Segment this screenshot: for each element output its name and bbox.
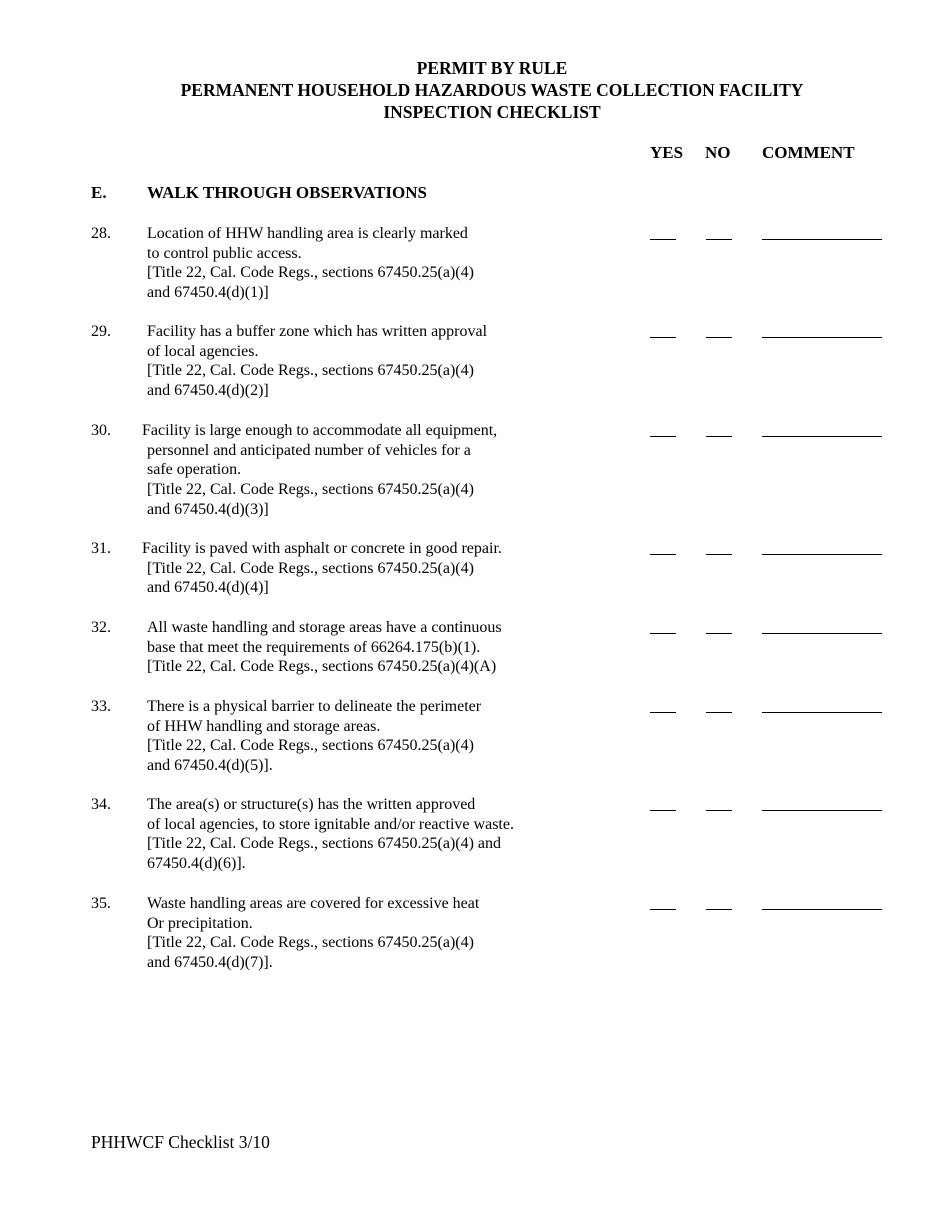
item-number: 31. bbox=[91, 540, 111, 557]
item-text-line: and 67450.4(d)(7)]. bbox=[147, 954, 273, 972]
item-description bbox=[147, 894, 479, 973]
item-text-line: There is a physical barrier to delineate the perimeter bbox=[147, 698, 482, 715]
item-text-line: and 67450.4(d)(3)] bbox=[147, 500, 269, 518]
yes-answer-blank[interactable] bbox=[650, 633, 676, 634]
column-header-no: NO bbox=[705, 143, 731, 162]
yes-answer-blank[interactable] bbox=[650, 712, 676, 713]
item-description bbox=[147, 224, 474, 303]
section-letter: E. bbox=[91, 183, 107, 202]
item-text-line: [Title 22, Cal. Code Regs., sections 67450.25(a)(4) bbox=[147, 737, 474, 755]
item-number: 34. bbox=[91, 796, 111, 813]
no-answer-blank[interactable] bbox=[706, 436, 732, 437]
item-text-line: of local agencies, to store ignitable and/or reactive waste. bbox=[147, 815, 514, 833]
item-description bbox=[142, 421, 498, 520]
item-number: 32. bbox=[91, 619, 111, 636]
item-description bbox=[142, 539, 502, 598]
item-text-line: All waste handling and storage areas have a continuous bbox=[147, 619, 502, 636]
yes-answer-blank[interactable] bbox=[650, 909, 676, 910]
item-text-line: Facility is large enough to accommodate all equipment, bbox=[142, 422, 498, 439]
yes-answer-blank[interactable] bbox=[650, 436, 676, 437]
item-text-line: personnel and anticipated number of vehicles for a bbox=[147, 441, 471, 459]
page-footer: PHHWCF Checklist 3/10 bbox=[91, 1132, 270, 1152]
title-facility-name: PERMANENT HOUSEHOLD HAZARDOUS WASTE COLLECTION FACILITY bbox=[180, 80, 804, 100]
yes-answer-blank[interactable] bbox=[650, 239, 676, 240]
item-number: 30. bbox=[91, 422, 111, 439]
item-text-line: [Title 22, Cal. Code Regs., sections 67450.25(a)(4) bbox=[147, 559, 474, 577]
comment-blank[interactable] bbox=[762, 436, 882, 437]
item-text-line: Or precipitation. bbox=[147, 914, 253, 932]
item-number: 29. bbox=[91, 323, 111, 340]
comment-blank[interactable] bbox=[762, 810, 882, 811]
item-text-line: Facility has a buffer zone which has written approval bbox=[147, 323, 488, 340]
item-text-line: base that meet the requirements of 66264.175(b)(1). bbox=[147, 638, 481, 656]
item-text-line: [Title 22, Cal. Code Regs., sections 67450.25(a)(4) and bbox=[147, 835, 502, 853]
item-number: 28. bbox=[91, 225, 111, 242]
item-text-line: [Title 22, Cal. Code Regs., sections 67450.25(a)(4) bbox=[147, 264, 474, 282]
title-permit-by-rule: PERMIT BY RULE bbox=[416, 58, 568, 78]
no-answer-blank[interactable] bbox=[706, 554, 732, 555]
item-text-line: Location of HHW handling area is clearly marked bbox=[147, 225, 468, 242]
item-number: 33. bbox=[91, 698, 111, 715]
item-description bbox=[147, 697, 481, 776]
no-answer-blank[interactable] bbox=[706, 810, 732, 811]
item-text-line: [Title 22, Cal. Code Regs., sections 67450.25(a)(4) bbox=[147, 934, 474, 952]
item-description bbox=[147, 322, 487, 401]
item-text-line: [Title 22, Cal. Code Regs., sections 67450.25(a)(4)(A) bbox=[147, 658, 497, 676]
item-number: 35. bbox=[91, 895, 111, 912]
no-answer-blank[interactable] bbox=[706, 712, 732, 713]
item-text-line: and 67450.4(d)(2)] bbox=[147, 382, 269, 400]
item-text-line: of local agencies. bbox=[147, 342, 259, 360]
item-text-line: Waste handling areas are covered for excessive heat bbox=[147, 895, 480, 912]
no-answer-blank[interactable] bbox=[706, 909, 732, 910]
item-text-line: and 67450.4(d)(5)]. bbox=[147, 757, 273, 775]
comment-blank[interactable] bbox=[762, 909, 882, 910]
item-text-line: and 67450.4(d)(1)] bbox=[147, 284, 269, 302]
yes-answer-blank[interactable] bbox=[650, 554, 676, 555]
no-answer-blank[interactable] bbox=[706, 337, 732, 338]
yes-answer-blank[interactable] bbox=[650, 810, 676, 811]
item-text-line: 67450.4(d)(6)]. bbox=[147, 855, 246, 873]
item-description bbox=[147, 618, 502, 677]
item-description bbox=[147, 795, 514, 874]
no-answer-blank[interactable] bbox=[706, 633, 732, 634]
yes-answer-blank[interactable] bbox=[650, 337, 676, 338]
item-text-line: The area(s) or structure(s) has the written approved bbox=[147, 796, 476, 813]
comment-blank[interactable] bbox=[762, 712, 882, 713]
column-header-yes: YES bbox=[650, 143, 684, 162]
no-answer-blank[interactable] bbox=[706, 239, 732, 240]
item-text-line: safe operation. bbox=[147, 461, 242, 479]
item-text-line: Facility is paved with asphalt or concrete in good repair. bbox=[142, 540, 502, 557]
item-text-line: [Title 22, Cal. Code Regs., sections 67450.25(a)(4) bbox=[147, 362, 474, 380]
column-header-comment: COMMENT bbox=[762, 143, 855, 162]
section-title: WALK THROUGH OBSERVATIONS bbox=[147, 183, 427, 202]
item-text-line: [Title 22, Cal. Code Regs., sections 67450.25(a)(4) bbox=[147, 481, 474, 499]
item-text-line: to control public access. bbox=[147, 244, 302, 262]
item-text-line: and 67450.4(d)(4)] bbox=[147, 579, 269, 597]
comment-blank[interactable] bbox=[762, 554, 882, 555]
title-inspection-checklist: INSPECTION CHECKLIST bbox=[383, 102, 601, 122]
item-text-line: of HHW handling and storage areas. bbox=[147, 717, 381, 735]
comment-blank[interactable] bbox=[762, 239, 882, 240]
comment-blank[interactable] bbox=[762, 633, 882, 634]
comment-blank[interactable] bbox=[762, 337, 882, 338]
